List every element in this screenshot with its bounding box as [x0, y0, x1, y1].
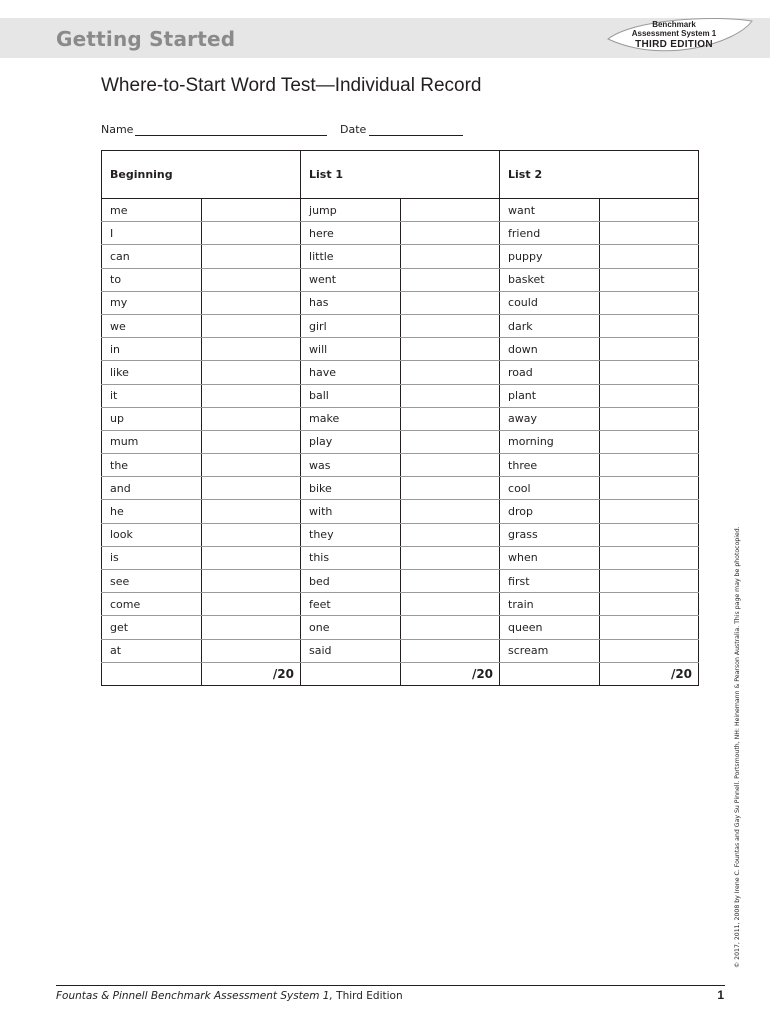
- response-cell[interactable]: [202, 314, 301, 337]
- response-cell[interactable]: [600, 384, 699, 407]
- badge-line-benchmark: Benchmark: [652, 20, 696, 29]
- word-cell: it: [102, 384, 202, 407]
- word-cell: they: [301, 523, 401, 546]
- response-cell[interactable]: [401, 500, 500, 523]
- badge-line-system: Assessment System 1: [631, 29, 717, 38]
- response-cell[interactable]: [600, 477, 699, 500]
- response-cell[interactable]: [401, 523, 500, 546]
- response-cell[interactable]: [202, 361, 301, 384]
- response-cell[interactable]: [401, 430, 500, 453]
- response-cell[interactable]: [600, 430, 699, 453]
- header-list-2: List 2: [500, 151, 699, 199]
- name-date-row: [101, 123, 501, 139]
- word-cell: we: [102, 314, 202, 337]
- edition-badge: [604, 17, 754, 61]
- response-cell[interactable]: [401, 616, 500, 639]
- total-spacer-cell: [500, 662, 600, 685]
- response-cell[interactable]: [600, 338, 699, 361]
- word-cell: is: [102, 546, 202, 569]
- word-cell: scream: [500, 639, 600, 662]
- table-row: [102, 570, 699, 593]
- response-cell[interactable]: [600, 268, 699, 291]
- date-field[interactable]: [369, 135, 463, 136]
- word-cell: could: [500, 291, 600, 314]
- footer-text: [56, 990, 403, 1002]
- badge-line-edition: THIRD EDITION: [635, 39, 713, 50]
- footer-series: Fountas & Pinnell Benchmark Assessment System 1,: [56, 990, 333, 1002]
- response-cell[interactable]: [401, 454, 500, 477]
- word-cell: like: [102, 361, 202, 384]
- word-cell: bed: [301, 570, 401, 593]
- table-row: [102, 222, 699, 245]
- response-cell[interactable]: [401, 593, 500, 616]
- table-row: [102, 477, 699, 500]
- response-cell[interactable]: [600, 454, 699, 477]
- word-cell: puppy: [500, 245, 600, 268]
- table-row: [102, 454, 699, 477]
- response-cell[interactable]: [401, 268, 500, 291]
- name-label: Name: [101, 123, 134, 136]
- response-cell[interactable]: [401, 570, 500, 593]
- response-cell[interactable]: [202, 616, 301, 639]
- response-cell[interactable]: [202, 268, 301, 291]
- table-header-row: [102, 151, 699, 199]
- table-row: [102, 546, 699, 569]
- word-cell: up: [102, 407, 202, 430]
- word-cell: come: [102, 593, 202, 616]
- response-cell[interactable]: [401, 546, 500, 569]
- word-cell: one: [301, 616, 401, 639]
- response-cell[interactable]: [202, 477, 301, 500]
- table-row: [102, 199, 699, 222]
- word-cell: to: [102, 268, 202, 291]
- word-cell: play: [301, 430, 401, 453]
- response-cell[interactable]: [401, 477, 500, 500]
- response-cell[interactable]: [401, 639, 500, 662]
- response-cell[interactable]: [202, 546, 301, 569]
- response-cell[interactable]: [202, 454, 301, 477]
- response-cell[interactable]: [600, 546, 699, 569]
- response-cell[interactable]: [401, 314, 500, 337]
- response-cell[interactable]: [600, 639, 699, 662]
- response-cell[interactable]: [600, 616, 699, 639]
- word-cell: away: [500, 407, 600, 430]
- response-cell[interactable]: [401, 245, 500, 268]
- word-cell: three: [500, 454, 600, 477]
- header-beginning: Beginning: [102, 151, 301, 199]
- response-cell[interactable]: [202, 523, 301, 546]
- table-row: [102, 430, 699, 453]
- response-cell[interactable]: [202, 593, 301, 616]
- word-cell: at: [102, 639, 202, 662]
- response-cell[interactable]: [600, 361, 699, 384]
- response-cell[interactable]: [600, 222, 699, 245]
- response-cell[interactable]: [202, 222, 301, 245]
- word-cell: dark: [500, 314, 600, 337]
- total-spacer-cell: [102, 662, 202, 685]
- table-row: [102, 314, 699, 337]
- footer-edition: Third Edition: [332, 990, 403, 1002]
- score-total: /20: [600, 662, 699, 685]
- word-cell: jump: [301, 199, 401, 222]
- table-row: [102, 523, 699, 546]
- response-cell[interactable]: [401, 407, 500, 430]
- word-cell: little: [301, 245, 401, 268]
- word-cell: me: [102, 199, 202, 222]
- word-cell: the: [102, 454, 202, 477]
- table-row: [102, 245, 699, 268]
- word-cell: was: [301, 454, 401, 477]
- copyright-notice: © 2017, 2011, 2008 by Irene C. Fountas and Gay Su Pinnell. Portsmouth, NH: Heinemann & Pearson Australia. This page may be photocopied.: [734, 526, 741, 968]
- page-number: 1: [717, 988, 724, 1002]
- table-row: [102, 407, 699, 430]
- response-cell[interactable]: [202, 407, 301, 430]
- footer-rule: [56, 985, 725, 986]
- word-cell: said: [301, 639, 401, 662]
- word-cell: cool: [500, 477, 600, 500]
- response-cell[interactable]: [401, 361, 500, 384]
- response-cell[interactable]: [401, 199, 500, 222]
- table-row: [102, 291, 699, 314]
- word-rows: [102, 199, 699, 686]
- response-cell[interactable]: [401, 222, 500, 245]
- response-cell[interactable]: [600, 199, 699, 222]
- response-cell[interactable]: [202, 570, 301, 593]
- word-cell: can: [102, 245, 202, 268]
- word-cell: drop: [500, 500, 600, 523]
- response-cell[interactable]: [600, 500, 699, 523]
- word-cell: have: [301, 361, 401, 384]
- word-cell: grass: [500, 523, 600, 546]
- table-row: [102, 384, 699, 407]
- word-cell: bike: [301, 477, 401, 500]
- response-cell[interactable]: [600, 523, 699, 546]
- response-cell[interactable]: [401, 384, 500, 407]
- word-cell: with: [301, 500, 401, 523]
- response-cell[interactable]: [202, 639, 301, 662]
- table-row: [102, 616, 699, 639]
- date-label: Date: [340, 123, 367, 136]
- word-cell: girl: [301, 314, 401, 337]
- word-cell: get: [102, 616, 202, 639]
- word-cell: I: [102, 222, 202, 245]
- table-row: [102, 268, 699, 291]
- word-cell: and: [102, 477, 202, 500]
- word-cell: down: [500, 338, 600, 361]
- word-cell: has: [301, 291, 401, 314]
- word-cell: road: [500, 361, 600, 384]
- table-row: [102, 361, 699, 384]
- response-cell[interactable]: [600, 570, 699, 593]
- word-cell: morning: [500, 430, 600, 453]
- word-cell: ball: [301, 384, 401, 407]
- table-row: [102, 593, 699, 616]
- response-cell[interactable]: [401, 291, 500, 314]
- response-cell[interactable]: [202, 291, 301, 314]
- response-cell[interactable]: [600, 291, 699, 314]
- word-cell: will: [301, 338, 401, 361]
- response-cell[interactable]: [202, 430, 301, 453]
- word-cell: make: [301, 407, 401, 430]
- totals-row: [102, 662, 699, 685]
- response-cell[interactable]: [600, 245, 699, 268]
- word-cell: when: [500, 546, 600, 569]
- score-total: /20: [202, 662, 301, 685]
- word-cell: basket: [500, 268, 600, 291]
- table-row: [102, 500, 699, 523]
- name-field[interactable]: [135, 135, 327, 136]
- word-cell: see: [102, 570, 202, 593]
- response-cell[interactable]: [401, 338, 500, 361]
- response-cell[interactable]: [202, 199, 301, 222]
- score-total: /20: [401, 662, 500, 685]
- response-cell[interactable]: [600, 314, 699, 337]
- header-list-1: List 1: [301, 151, 500, 199]
- word-cell: want: [500, 199, 600, 222]
- word-cell: he: [102, 500, 202, 523]
- word-cell: friend: [500, 222, 600, 245]
- response-cell[interactable]: [600, 407, 699, 430]
- table-row: [102, 338, 699, 361]
- word-cell: train: [500, 593, 600, 616]
- page-title: Where-to-Start Word Test—Individual Record: [101, 75, 482, 96]
- response-cell[interactable]: [202, 245, 301, 268]
- word-cell: here: [301, 222, 401, 245]
- word-cell: look: [102, 523, 202, 546]
- response-cell[interactable]: [202, 500, 301, 523]
- word-cell: first: [500, 570, 600, 593]
- table-row: [102, 639, 699, 662]
- word-cell: plant: [500, 384, 600, 407]
- word-cell: in: [102, 338, 202, 361]
- word-cell: went: [301, 268, 401, 291]
- word-cell: mum: [102, 430, 202, 453]
- total-spacer-cell: [301, 662, 401, 685]
- response-cell[interactable]: [600, 593, 699, 616]
- section-title: Getting Started: [56, 27, 236, 51]
- response-cell[interactable]: [202, 338, 301, 361]
- word-cell: this: [301, 546, 401, 569]
- word-cell: feet: [301, 593, 401, 616]
- response-cell[interactable]: [202, 384, 301, 407]
- word-test-table: [101, 150, 699, 686]
- word-cell: queen: [500, 616, 600, 639]
- word-cell: my: [102, 291, 202, 314]
